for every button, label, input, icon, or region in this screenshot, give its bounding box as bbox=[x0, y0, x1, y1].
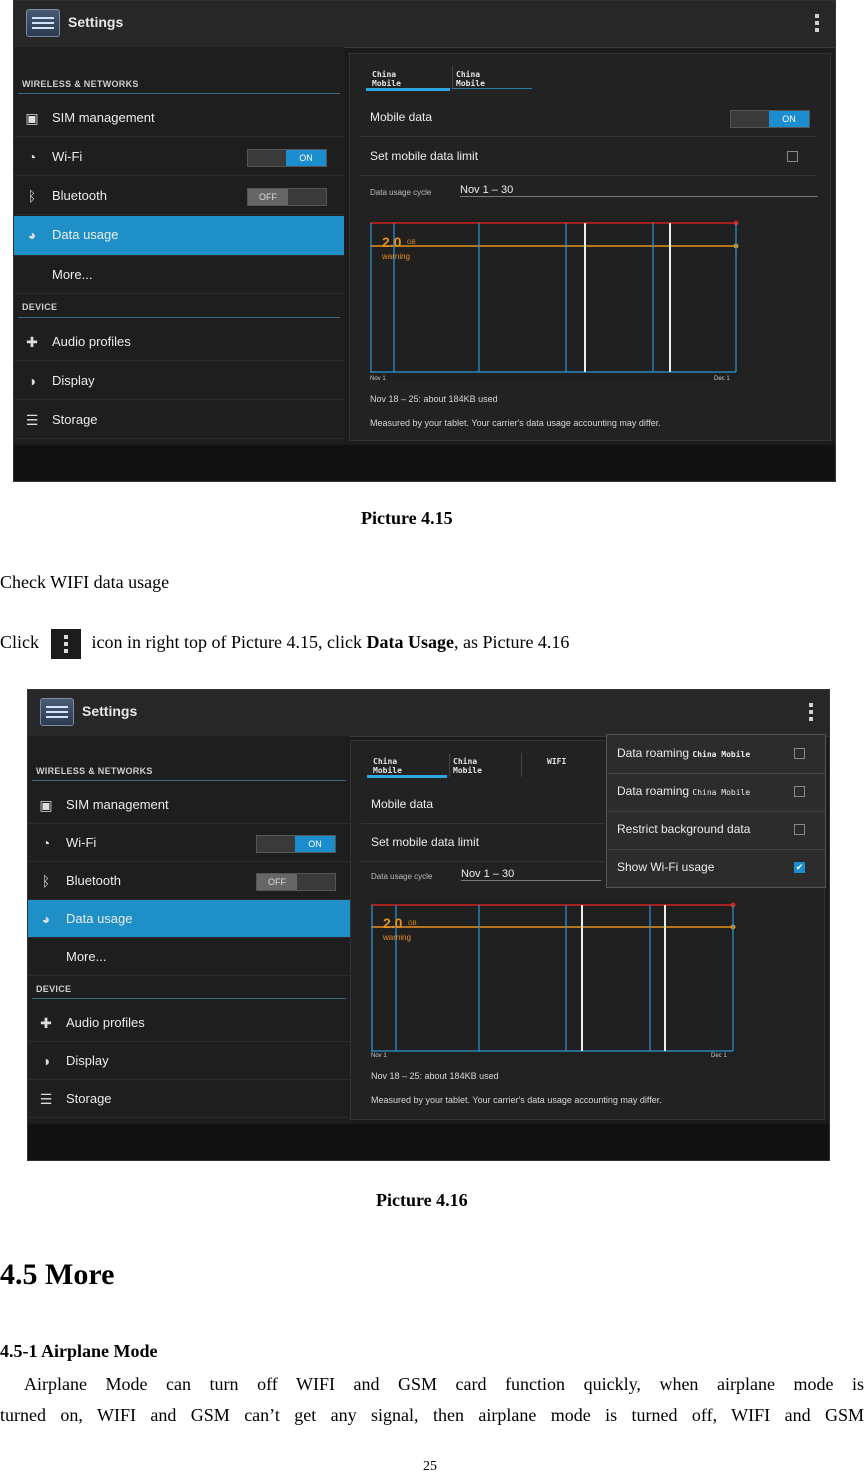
subsection-heading: 4.5-1 Airplane Mode bbox=[0, 1341, 158, 1361]
cycle-label: Data usage cycle bbox=[370, 188, 432, 197]
mobile-data-row[interactable]: Mobile data ON bbox=[360, 100, 816, 137]
data-usage-pane bbox=[349, 53, 831, 441]
usage-graph bbox=[371, 901, 737, 1057]
tab-underline bbox=[452, 88, 532, 89]
storage-icon: ☰ bbox=[39, 1091, 53, 1107]
app-title: Settings bbox=[82, 703, 138, 719]
menu-item-more[interactable]: More... bbox=[14, 256, 344, 294]
graph-start-label: Nov 1 bbox=[371, 1053, 387, 1059]
warning-unit: GB bbox=[408, 921, 417, 927]
menu-item-sim[interactable]: ▣ SIM management bbox=[28, 786, 350, 824]
section-header-wireless: WIRELESS & NETWORKS bbox=[22, 79, 139, 89]
settings-app-icon[interactable] bbox=[26, 9, 60, 37]
popup-item-show-wifi-usage[interactable]: Show Wi-Fi usage ✔ bbox=[617, 860, 804, 874]
menu-item-data-usage[interactable]: ◕ Data usage bbox=[14, 216, 344, 256]
tab-indicator bbox=[366, 88, 450, 91]
tab-china-mobile-2[interactable]: China Mobile bbox=[453, 757, 482, 775]
section-heading: 4.5 More bbox=[0, 1258, 115, 1291]
restrict-checkbox[interactable] bbox=[794, 824, 805, 835]
sim-icon: ▣ bbox=[39, 797, 53, 813]
settings-app-icon[interactable] bbox=[40, 698, 74, 726]
divider bbox=[32, 780, 346, 781]
section-header-device: DEVICE bbox=[22, 302, 58, 312]
tab-separator bbox=[521, 753, 522, 777]
wifi-icon: ◔ bbox=[41, 835, 51, 851]
usage-note: Nov 18 – 25: about 184KB used bbox=[371, 1071, 499, 1081]
tab-china-mobile-2[interactable]: China Mobile bbox=[456, 70, 485, 88]
tab-china-mobile-1[interactable]: China Mobile bbox=[372, 70, 401, 88]
audio-icon: ✚ bbox=[26, 334, 38, 350]
cycle-dropdown[interactable]: Nov 1 – 30 bbox=[461, 868, 601, 881]
bluetooth-toggle[interactable]: OFF bbox=[256, 873, 336, 891]
overflow-menu-icon[interactable] bbox=[809, 703, 815, 723]
screenshot-picture-4-15 bbox=[13, 0, 836, 482]
wifi-toggle[interactable]: ON bbox=[256, 835, 336, 853]
popup-item-data-roaming-1[interactable]: Data roaming China Mobile bbox=[607, 735, 825, 774]
caption-picture-4-16: Picture 4.16 bbox=[376, 1190, 468, 1210]
measure-note: Measured by your tablet. Your carrier's data usage accounting may differ. bbox=[370, 418, 661, 428]
wifi-icon: ◔ bbox=[27, 149, 37, 165]
warning-text: warning bbox=[382, 252, 411, 261]
settings-list bbox=[14, 47, 344, 443]
settings-list bbox=[28, 736, 350, 1122]
app-title: Settings bbox=[68, 14, 124, 30]
menu-item-bluetooth[interactable]: ᛒ Bluetooth OFF bbox=[28, 862, 350, 900]
warning-value: 2.0 bbox=[382, 234, 402, 250]
data-limit-checkbox[interactable] bbox=[787, 151, 798, 162]
tab-china-mobile-1[interactable]: China Mobile bbox=[373, 757, 402, 775]
graph-end-label: Dec 1 bbox=[714, 376, 730, 382]
bluetooth-toggle[interactable]: OFF bbox=[247, 188, 327, 206]
data-limit-row[interactable]: Set mobile data limit bbox=[361, 825, 604, 862]
body-line-1: Airplane Mode can turn off WIFI and GSM card function quickly, when airplane mode is bbox=[24, 1374, 864, 1394]
tab-wifi[interactable]: WIFI bbox=[547, 757, 567, 766]
caption-picture-4-15: Picture 4.15 bbox=[361, 508, 453, 528]
tab-separator bbox=[452, 66, 453, 90]
popup-item-data-roaming-2[interactable]: Data roaming China Mobile bbox=[607, 773, 825, 812]
warning-text: warning bbox=[383, 933, 412, 942]
warning-value: 2.0 bbox=[383, 915, 403, 931]
usage-graph bbox=[370, 218, 740, 380]
graph-end-label: Dec 1 bbox=[711, 1053, 727, 1059]
action-bar bbox=[14, 1, 835, 48]
cycle-dropdown[interactable]: Nov 1 – 30 bbox=[460, 184, 818, 197]
bluetooth-icon: ᛒ bbox=[41, 873, 51, 889]
overflow-menu-icon bbox=[51, 629, 81, 659]
menu-item-audio-profiles[interactable]: ✚ Audio profiles bbox=[14, 323, 344, 361]
menu-item-data-usage[interactable]: ◕ Data usage bbox=[28, 900, 350, 938]
bluetooth-icon: ᛒ bbox=[27, 188, 37, 204]
popup-item-restrict-background[interactable]: Restrict background data bbox=[607, 811, 825, 850]
cycle-label: Data usage cycle bbox=[371, 872, 433, 881]
body-line-2: turned on, WIFI and GSM can’t get any signal, then airplane mode is turned off, WIFI and GSM bbox=[0, 1405, 864, 1425]
roaming-2-checkbox[interactable] bbox=[794, 786, 805, 797]
usage-note: Nov 18 – 25: about 184KB used bbox=[370, 394, 498, 404]
menu-item-sim[interactable]: ▣ SIM management bbox=[14, 99, 344, 137]
menu-item-bluetooth[interactable]: ᛒ Bluetooth OFF bbox=[14, 177, 344, 215]
sim-icon: ▣ bbox=[25, 110, 39, 126]
navigation-bar bbox=[28, 1124, 829, 1160]
menu-item-display[interactable]: ◑ Display bbox=[14, 362, 344, 400]
warning-unit: GB bbox=[407, 240, 416, 246]
section-header-device: DEVICE bbox=[36, 984, 72, 994]
overflow-menu-icon[interactable] bbox=[815, 14, 821, 34]
wifi-usage-checkbox[interactable]: ✔ bbox=[795, 862, 804, 872]
menu-item-wifi[interactable]: ◔ Wi-Fi ON bbox=[28, 824, 350, 862]
graph-start-label: Nov 1 bbox=[370, 376, 386, 382]
data-usage-icon: ◕ bbox=[41, 911, 51, 927]
menu-item-audio-profiles[interactable]: ✚ Audio profiles bbox=[28, 1004, 350, 1042]
storage-icon: ☰ bbox=[25, 412, 39, 428]
usage-graph-svg bbox=[371, 901, 737, 1057]
menu-item-wifi[interactable]: ◔ Wi-Fi ON bbox=[14, 138, 344, 176]
action-bar bbox=[28, 690, 829, 737]
data-limit-row[interactable]: Set mobile data limit bbox=[360, 139, 816, 176]
overflow-popup-menu bbox=[606, 734, 826, 888]
measure-note: Measured by your tablet. Your carrier's data usage accounting may differ. bbox=[371, 1095, 662, 1105]
roaming-1-checkbox[interactable] bbox=[794, 748, 805, 759]
divider bbox=[18, 93, 340, 94]
menu-item-display[interactable]: ◑ Display bbox=[28, 1042, 350, 1080]
audio-icon: ✚ bbox=[40, 1015, 52, 1031]
navigation-bar bbox=[14, 445, 835, 481]
screenshot-picture-4-16 bbox=[27, 689, 830, 1161]
wifi-toggle[interactable]: ON bbox=[247, 149, 327, 167]
paragraph-click-instruction: Click icon in right top of Picture 4.15, click Data Usage, as Picture 4.16 bbox=[0, 623, 569, 661]
menu-item-more[interactable]: More... bbox=[28, 938, 350, 976]
tab-indicator bbox=[367, 775, 447, 778]
display-icon: ◑ bbox=[27, 373, 37, 389]
display-icon: ◑ bbox=[41, 1053, 51, 1069]
mobile-data-row[interactable]: Mobile data bbox=[361, 787, 604, 824]
divider bbox=[18, 317, 340, 318]
menu-item-storage[interactable]: ☰ Storage bbox=[28, 1080, 350, 1118]
tab-separator bbox=[449, 753, 450, 777]
divider bbox=[32, 998, 346, 999]
section-header-wireless: WIRELESS & NETWORKS bbox=[36, 766, 153, 776]
page-number: 25 bbox=[423, 1459, 437, 1474]
paragraph-check-wifi: Check WIFI data usage bbox=[0, 572, 170, 592]
mobile-data-toggle[interactable]: ON bbox=[730, 110, 810, 128]
data-usage-icon: ◕ bbox=[27, 227, 37, 243]
usage-graph-svg bbox=[370, 218, 740, 380]
menu-item-storage[interactable]: ☰ Storage bbox=[14, 401, 344, 439]
